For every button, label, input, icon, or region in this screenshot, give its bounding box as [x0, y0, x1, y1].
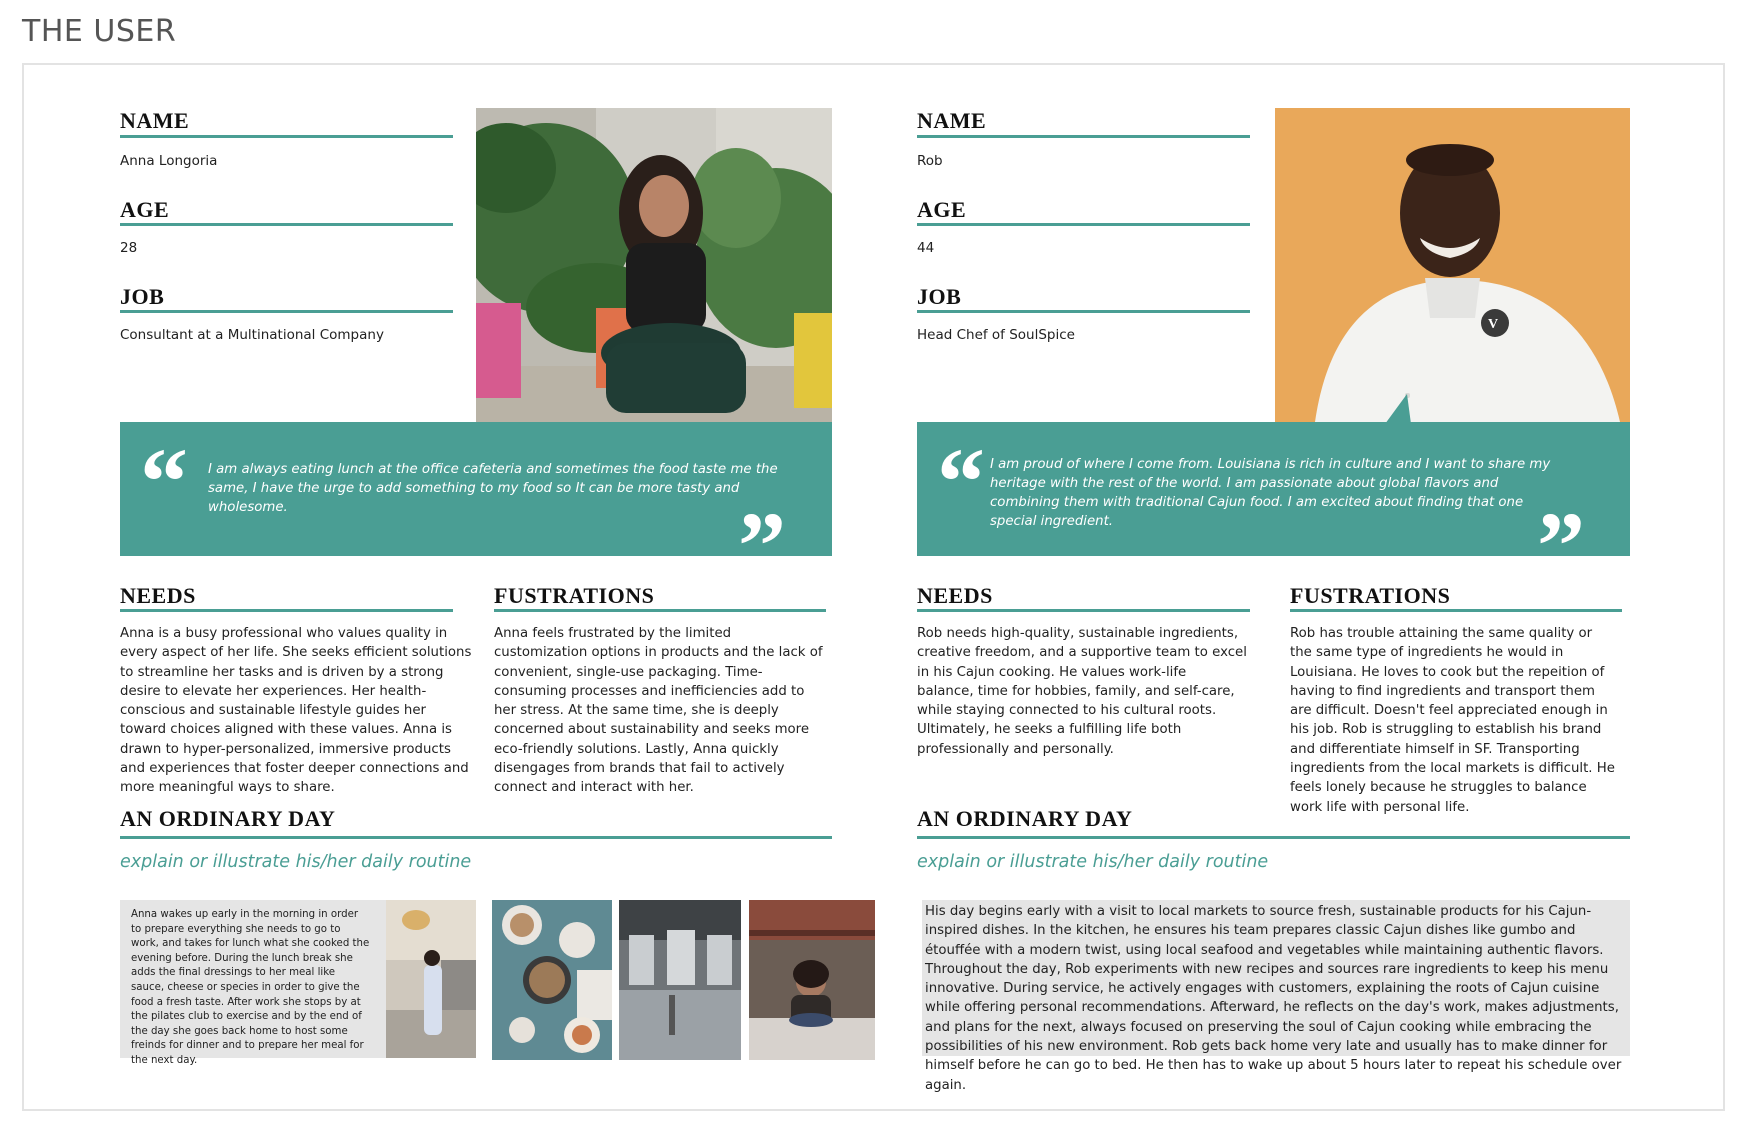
persona-age-2: 44 [917, 240, 935, 256]
age-rule [120, 223, 453, 226]
open-quote-icon-2: “ [937, 428, 985, 535]
persona-age: 28 [120, 240, 138, 256]
anna-pilates-photo [619, 900, 741, 1060]
needs-heading-2: NEEDS [917, 583, 993, 608]
persona-job: Consultant at a Multinational Company [120, 327, 384, 343]
rob-quote-text: I am proud of where I come from. Louisiana is rich in culture and I want to share my heritage with the rest of the world. I am passionate about global flavors and combining them with traditional Cajun food. I am excited about finding that one special ingredient. [990, 457, 1551, 529]
persona-name-2: Rob [917, 153, 943, 169]
name-heading-2: NAME [917, 108, 987, 133]
rob-needs-text: Rob needs high-quality, sustainable ingredients, creative freedom, and a supportive team to excel in his Cajun cooking. He values work-life balance, time for hobbies, family, and self-care, while staying connected to his cultural roots. Ultimately, he seeks a fulfilling life both professionally and personally. [917, 626, 1247, 757]
persona-name: Anna Longoria [120, 153, 218, 169]
rob-day-text: His day begins early with a visit to local markets to source fresh, sustainable products for his Cajun-inspired dishes. In the kitchen, he ensures his team prepares classic Cajun dishes like gumbo and étouffée with a modern twist, using local seafood and vegetables while maintaining authentic flavors. Throughout the day, Rob experiments with new recipes and sources rare ingredients to keep his menu innovative. During service, he actively engages with customers, explaining the roots of Cajun cuisine while offering personal recommendations. Afterward, he reflects on the day's work, makes adjustments, and plans for the next, always focused on preserving the soul of Cajun cooking while embracing the possibilities of his new environment. Rob gets back home very late and usually has to make dinner for himself before he can go to bed. He then has to wake up about 5 hours later to repeat his schedule over again. [925, 904, 1622, 1093]
job-rule [120, 310, 453, 313]
ordinary-day-heading-2: AN ORDINARY DAY [917, 806, 1133, 831]
name-heading: NAME [120, 108, 190, 133]
open-quote-icon: “ [140, 428, 188, 535]
anna-portrait-photo [476, 108, 832, 422]
anna-day-text: Anna wakes up early in the morning in order to prepare everything she needs to go to work, and takes for lunch what she cooked the evening before. During the lunch break she adds the final dressings to her meal like sauce, cheese or species in order to give the food a fresh taste. After work she stops by at the pilates club to exercise and by the end of the day she goes back home to host some freinds for dinner and to prepare her meal for the next day. [131, 909, 370, 1066]
rob-frustrations-text: Rob has trouble attaining the same quality or the same type of ingredients he would in Louisiana. He loves to cook but the repeition of having to find ingredients and transport them are difficult. Doesn't feel appreciated enough in his job. Rob is struggling to establish his brand and differentiate himself in SF. Transporting ingredients from the local markets is difficult. He feels lonely because he struggles to balance work life with personal life. [1290, 626, 1615, 815]
anna-food-photo [492, 900, 612, 1060]
anna-kitchen-photo [386, 900, 476, 1058]
needs-rule [120, 609, 453, 612]
quote-notch [1385, 394, 1411, 424]
age-heading: AGE [120, 197, 170, 222]
needs-heading: NEEDS [120, 583, 196, 608]
frustrations-rule-2 [1290, 609, 1622, 612]
anna-frustrations-text: Anna feels frustrated by the limited customization options in products and the lack of convenient, single-use packaging. Time-consuming processes and inefficiencies add to her stress. At the same time, she is deeply concerned about sustainability and seeks more eco-friendly solutions. Lastly, Anna quickly disengages from brands that fail to actively connect and interact with her. [494, 626, 823, 796]
close-quote-icon: ” [738, 492, 786, 599]
name-rule [120, 135, 453, 138]
svg-text:V: V [1488, 317, 1499, 332]
job-heading-2: JOB [917, 284, 962, 309]
anna-needs-text: Anna is a busy professional who values quality in every aspect of her life. She seeks efficient solutions to streamline her tasks and is driven by a strong desire to elevate her experiences. Her health-conscious and sustainable lifestyle guides her toward choices aligned with these values. Anna is drawn to hyper-personalized, immersive products and experiences that foster deeper connections and more meaningful ways to share. [120, 626, 472, 796]
needs-rule-2 [917, 609, 1250, 612]
job-heading: JOB [120, 284, 165, 309]
name-rule-2 [917, 135, 1250, 138]
ordinary-day-rule [120, 836, 832, 839]
frustrations-heading-2: FUSTRATIONS [1290, 583, 1451, 608]
page-title: THE USER [22, 14, 177, 49]
frustrations-heading: FUSTRATIONS [494, 583, 655, 608]
persona-job-2: Head Chef of SoulSpice [917, 327, 1075, 343]
age-rule-2 [917, 223, 1250, 226]
anna-day-box [120, 900, 386, 1066]
ordinary-day-heading: AN ORDINARY DAY [120, 806, 336, 831]
routine-prompt: explain or illustrate his/her daily routine [120, 852, 472, 872]
ordinary-day-rule-2 [917, 836, 1630, 839]
anna-dinner-photo [749, 900, 875, 1060]
frustrations-rule [494, 609, 826, 612]
rob-portrait-photo [1275, 108, 1630, 422]
close-quote-icon-2: ” [1537, 492, 1585, 599]
job-rule-2 [917, 310, 1250, 313]
age-heading-2: AGE [917, 197, 967, 222]
routine-prompt-2: explain or illustrate his/her daily routine [917, 852, 1269, 872]
anna-quote-text: I am always eating lunch at the office cafeteria and sometimes the food taste me the same, I have the urge to add something to my food so It can be more tasty and wholesome. [208, 462, 778, 515]
